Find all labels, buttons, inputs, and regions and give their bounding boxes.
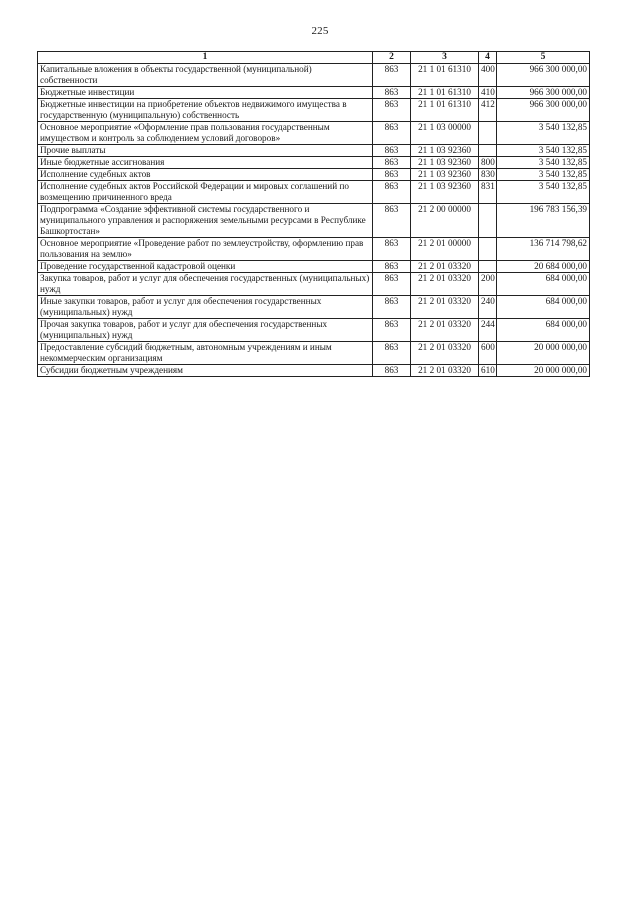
row-name-cell: Закупка товаров, работ и услуг для обеспечения государственных (муниципальных) нужд xyxy=(38,273,373,296)
row-admin-cell: 863 xyxy=(373,261,411,273)
row-admin-cell: 863 xyxy=(373,319,411,342)
column-header-name: 1 xyxy=(38,52,373,64)
row-sum-cell: 3 540 132,85 xyxy=(497,145,590,157)
row-kind-cell: 830 xyxy=(479,169,497,181)
row-kind-cell xyxy=(479,238,497,261)
row-code-cell: 21 2 01 00000 xyxy=(411,238,479,261)
row-kind-cell: 200 xyxy=(479,273,497,296)
column-header-kind: 4 xyxy=(479,52,497,64)
row-admin-cell: 863 xyxy=(373,99,411,122)
row-sum-cell: 684 000,00 xyxy=(497,273,590,296)
row-admin-cell: 863 xyxy=(373,204,411,238)
row-name-cell: Проведение государственной кадастровой оценки xyxy=(38,261,373,273)
row-name-cell: Прочая закупка товаров, работ и услуг для обеспечения государственных (муниципальных) нужд xyxy=(38,319,373,342)
row-code-cell: 21 2 01 03320 xyxy=(411,261,479,273)
table-row xyxy=(38,145,590,157)
table-row xyxy=(38,122,590,145)
row-sum-cell: 20 684 000,00 xyxy=(497,261,590,273)
row-name-cell: Основное мероприятие «Оформление прав пользования государственным имуществом и контроль за соблюдением условий договоров» xyxy=(38,122,373,145)
row-kind-cell xyxy=(479,204,497,238)
table-row xyxy=(38,365,590,377)
table-row xyxy=(38,169,590,181)
row-kind-cell: 412 xyxy=(479,99,497,122)
table-row xyxy=(38,296,590,319)
row-kind-cell xyxy=(479,145,497,157)
row-admin-cell: 863 xyxy=(373,157,411,169)
row-admin-cell: 863 xyxy=(373,122,411,145)
row-code-cell: 21 1 03 92360 xyxy=(411,169,479,181)
row-sum-cell: 684 000,00 xyxy=(497,296,590,319)
row-code-cell: 21 2 01 03320 xyxy=(411,342,479,365)
row-code-cell: 21 2 01 03320 xyxy=(411,273,479,296)
table-row xyxy=(38,342,590,365)
page-number: 225 xyxy=(311,25,329,37)
column-header-sum: 5 xyxy=(497,52,590,64)
row-code-cell: 21 1 03 00000 xyxy=(411,122,479,145)
row-name-cell: Основное мероприятие «Проведение работ по землеустройству, оформлению прав пользования на землю» xyxy=(38,238,373,261)
row-sum-cell: 3 540 132,85 xyxy=(497,181,590,204)
row-code-cell: 21 1 03 92360 xyxy=(411,157,479,169)
table-header-row xyxy=(38,52,590,64)
row-kind-cell: 400 xyxy=(479,64,497,87)
row-name-cell: Прочие выплаты xyxy=(38,145,373,157)
row-sum-cell: 3 540 132,85 xyxy=(497,157,590,169)
row-sum-cell: 20 000 000,00 xyxy=(497,342,590,365)
row-admin-cell: 863 xyxy=(373,365,411,377)
row-admin-cell: 863 xyxy=(373,342,411,365)
row-kind-cell: 244 xyxy=(479,319,497,342)
row-admin-cell: 863 xyxy=(373,87,411,99)
row-kind-cell: 831 xyxy=(479,181,497,204)
table-row xyxy=(38,87,590,99)
row-kind-cell xyxy=(479,261,497,273)
row-name-cell: Подпрограмма «Создание эффективной системы государственного и муниципального управления и распоряжения земельными ресурсами в Республике Башкортостан» xyxy=(38,204,373,238)
row-name-cell: Бюджетные инвестиции на приобретение объектов недвижимого имущества в государственную (муниципальную) собственность xyxy=(38,99,373,122)
row-name-cell: Исполнение судебных актов Российской Федерации и мировых соглашений по возмещению причиненного вреда xyxy=(38,181,373,204)
row-name-cell: Субсидии бюджетным учреждениям xyxy=(38,365,373,377)
row-name-cell: Иные закупки товаров, работ и услуг для обеспечения государственных (муниципальных) нужд xyxy=(38,296,373,319)
row-admin-cell: 863 xyxy=(373,169,411,181)
table-row xyxy=(38,238,590,261)
row-code-cell: 21 1 01 61310 xyxy=(411,87,479,99)
row-kind-cell: 800 xyxy=(479,157,497,169)
row-name-cell: Предоставление субсидий бюджетным, автономным учреждениям и иным некоммерческим организациям xyxy=(38,342,373,365)
row-name-cell: Исполнение судебных актов xyxy=(38,169,373,181)
row-kind-cell xyxy=(479,122,497,145)
row-admin-cell: 863 xyxy=(373,296,411,319)
table-row xyxy=(38,99,590,122)
row-admin-cell: 863 xyxy=(373,238,411,261)
table-row xyxy=(38,319,590,342)
table-row xyxy=(38,261,590,273)
row-admin-cell: 863 xyxy=(373,145,411,157)
row-admin-cell: 863 xyxy=(373,181,411,204)
row-sum-cell: 20 000 000,00 xyxy=(497,365,590,377)
table-row xyxy=(38,157,590,169)
row-sum-cell: 136 714 798,62 xyxy=(497,238,590,261)
table-row xyxy=(38,273,590,296)
budget-table xyxy=(37,51,590,377)
row-name-cell: Капитальные вложения в объекты государственной (муниципальной) собственности xyxy=(38,64,373,87)
table-row xyxy=(38,204,590,238)
row-sum-cell: 3 540 132,85 xyxy=(497,122,590,145)
row-kind-cell: 610 xyxy=(479,365,497,377)
row-sum-cell: 966 300 000,00 xyxy=(497,99,590,122)
table-row xyxy=(38,64,590,87)
row-sum-cell: 966 300 000,00 xyxy=(497,64,590,87)
row-admin-cell: 863 xyxy=(373,64,411,87)
row-code-cell: 21 2 01 03320 xyxy=(411,319,479,342)
row-kind-cell: 410 xyxy=(479,87,497,99)
row-code-cell: 21 2 00 00000 xyxy=(411,204,479,238)
column-header-code: 3 xyxy=(411,52,479,64)
row-code-cell: 21 2 01 03320 xyxy=(411,365,479,377)
row-code-cell: 21 1 01 61310 xyxy=(411,99,479,122)
row-code-cell: 21 1 03 92360 xyxy=(411,181,479,204)
row-name-cell: Бюджетные инвестиции xyxy=(38,87,373,99)
column-header-admin: 2 xyxy=(373,52,411,64)
row-kind-cell: 600 xyxy=(479,342,497,365)
row-sum-cell: 3 540 132,85 xyxy=(497,169,590,181)
row-admin-cell: 863 xyxy=(373,273,411,296)
table-body xyxy=(38,64,590,377)
row-sum-cell: 196 783 156,39 xyxy=(497,204,590,238)
row-sum-cell: 966 300 000,00 xyxy=(497,87,590,99)
row-name-cell: Иные бюджетные ассигнования xyxy=(38,157,373,169)
table-row xyxy=(38,181,590,204)
row-code-cell: 21 1 03 92360 xyxy=(411,145,479,157)
row-kind-cell: 240 xyxy=(479,296,497,319)
row-sum-cell: 684 000,00 xyxy=(497,319,590,342)
row-code-cell: 21 2 01 03320 xyxy=(411,296,479,319)
row-code-cell: 21 1 01 61310 xyxy=(411,64,479,87)
